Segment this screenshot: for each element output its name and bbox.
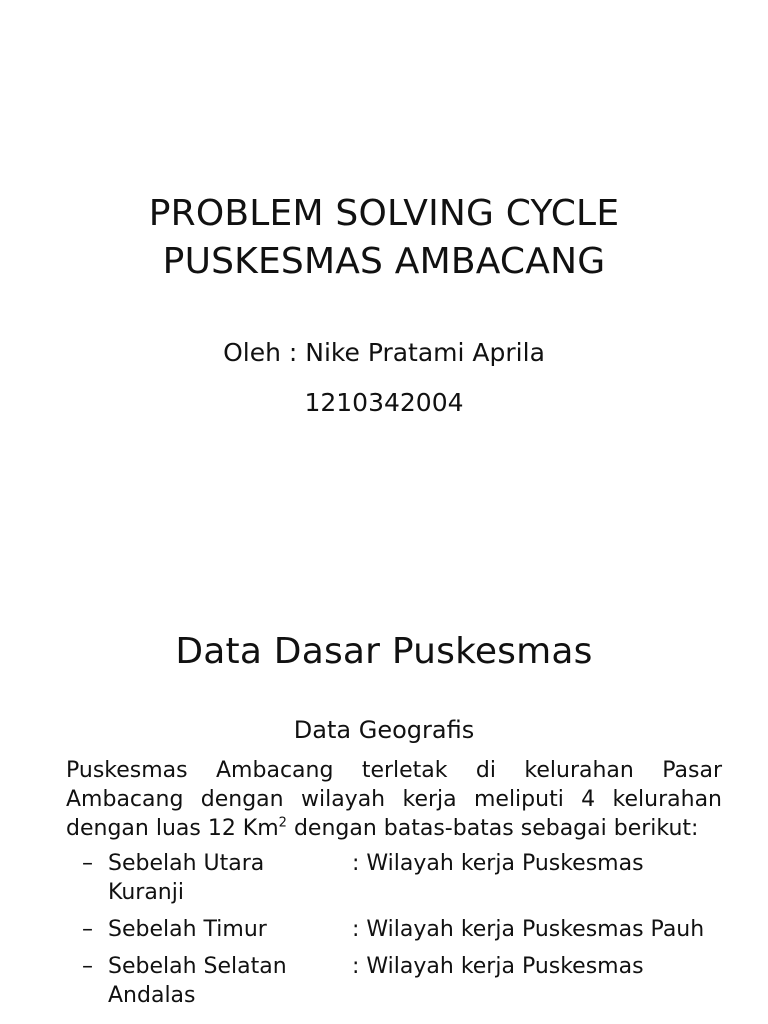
paragraph-text-1: Puskesmas Ambacang terletak di kelurahan Pasar Ambacang dengan wilayah kerja meliputi 4 kelurahan dengan luas 12 Km (66, 758, 722, 841)
bullet-label: Sebelah Utara (108, 851, 265, 876)
slide1-title (0, 190, 768, 286)
author-line: Oleh : Nike Pratami Aprila (223, 338, 545, 367)
bullet-dash: – (82, 954, 93, 979)
bullet-label: Sebelah Timur (108, 917, 267, 942)
slide1-title-line2: PUSKESMAS AMBACANG (162, 241, 606, 282)
boundary-list (82, 849, 742, 1018)
list-item (82, 915, 742, 944)
bullet-label: Sebelah Selatan (108, 954, 287, 979)
section-heading: Data Geografis (293, 716, 475, 744)
slide1-subtitle (0, 328, 768, 428)
geography-paragraph (66, 756, 722, 843)
bullet-continuation: Kuranji (108, 880, 184, 905)
bullet-dash: – (82, 917, 93, 942)
bullet-value: : Wilayah kerja Puskesmas (352, 954, 644, 979)
bullet-value: : Wilayah kerja Puskesmas Pauh (352, 917, 705, 942)
bullet-continuation: Andalas (108, 983, 196, 1008)
list-item (82, 952, 742, 1010)
paragraph-superscript: 2 (278, 815, 287, 831)
list-item (82, 849, 742, 907)
slide-data-dasar (0, 512, 768, 1024)
bullet-value: : Wilayah kerja Puskesmas (352, 851, 644, 876)
bullet-dash: – (82, 851, 93, 876)
id-number: 1210342004 (304, 388, 464, 417)
slide2-title: Data Dasar Puskesmas (175, 631, 593, 672)
paragraph-text-2: dengan batas-batas sebagai berikut: (286, 816, 699, 841)
slide1-title-line1: PROBLEM SOLVING CYCLE (148, 193, 620, 234)
